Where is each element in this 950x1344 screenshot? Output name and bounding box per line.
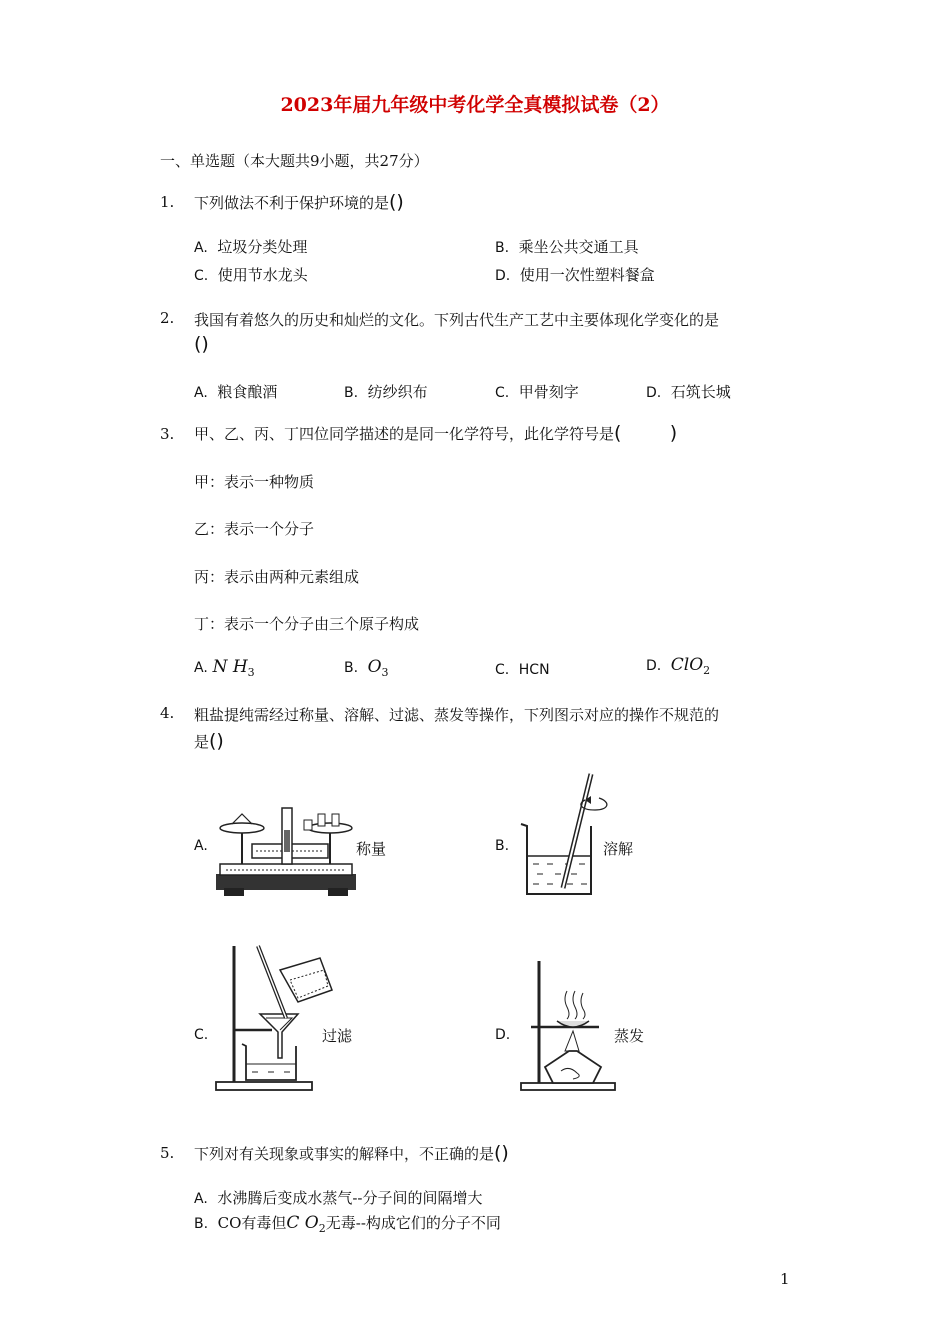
figure-d-caption: 蒸发 [614,1027,645,1045]
question-text [194,191,404,213]
option-text: 石筑长城 [670,383,731,401]
answer-blank: () [494,1142,509,1164]
option-label: D. [495,268,511,284]
option-text: 乘坐公共交通工具 [518,238,639,256]
formula-main: O [367,657,382,677]
figure-c-label: C. [194,1027,209,1043]
statement-jia: 甲：表示一种物质 [194,473,315,491]
option-label: B. [495,240,510,256]
option-d [495,264,655,285]
formula-main: N H [212,657,248,677]
option-text: HCN [518,662,550,678]
question-number: 2. [160,309,175,327]
option-c [495,660,550,678]
question-number: 4. [160,704,175,722]
statement-ding: 丁：表示一个分子由三个原子构成 [194,615,420,633]
page-number: 1 [780,1270,790,1288]
weight-3 [304,820,312,830]
option-label: D. [646,385,662,401]
weight-1 [318,814,325,826]
option-label: C. [194,268,209,284]
option-a [194,381,277,402]
flame [565,1031,579,1051]
option-a [194,236,307,257]
funnel [260,1014,298,1058]
question-stem: 我国有着悠久的历史和灿烂的文化。下列古代生产工艺中主要体现化学变化的是 [194,311,720,329]
option-label: A. [194,660,208,676]
option-a [194,1187,482,1208]
balance-foot-left [224,888,244,896]
question-stem: 甲、乙、丙、丁四位同学描述的是同一化学符号，此化学符号是 [194,425,615,443]
option-text-post: 无毒--构成它们的分子不同 [325,1214,501,1232]
statement-bing: 丙：表示由两种元素组成 [194,568,360,586]
stand-base [216,1082,312,1090]
option-text: 垃圾分类处理 [217,238,308,256]
answer-blank: () [209,730,224,752]
option-label: B. [344,660,359,676]
liquid-dashes [533,864,587,884]
answer-blank: () [194,333,209,355]
balance-pointer [284,830,290,852]
evaporation-figure [517,955,617,1092]
option-d [646,381,731,402]
balance-figure [212,800,362,900]
option-c [495,381,579,402]
option-label: D. [646,658,662,674]
option-label: C. [495,662,510,678]
question-number: 5. [160,1144,175,1162]
dissolve-figure [515,768,615,900]
figure-d-label: D. [495,1027,511,1043]
option-label: A. [194,240,208,256]
alcohol-lamp [545,1051,601,1083]
answer-blank: () [389,191,404,213]
option-label: C. [495,385,510,401]
receiving-beaker [242,1044,296,1080]
option-text: 纺纱织布 [367,383,428,401]
question-text [194,1142,509,1164]
option-label: A. [194,385,208,401]
question-stem-line2 [194,730,224,752]
section-heading: 一、单选题（本大题共9小题，共27分） [160,152,429,170]
option-b [495,236,639,257]
formula-main: ClO [670,655,704,675]
answer-blank: ( ) [614,422,678,444]
formula-subscript: 2 [703,664,711,677]
option-text: 使用一次性塑料餐盒 [519,266,655,284]
question-text [194,422,677,444]
question-stem: 下列做法不利于保护环境的是 [194,194,390,212]
figure-b-label: B. [495,838,510,854]
left-pan [220,823,264,833]
option-text-pre: CO有毒但 [217,1214,287,1232]
option-label: B. [344,385,359,401]
figure-c-caption: 过滤 [322,1027,353,1045]
option-b [194,1212,501,1235]
balance-foot-right [328,888,348,896]
option-label: A. [194,1191,208,1207]
page-title: 2023年届九年级中考化学全真模拟试卷（2） [280,94,670,116]
option-c [194,264,308,285]
figure-a-label: A. [194,838,208,854]
filtration-figure [212,940,336,1092]
option-text: 粮食酿酒 [217,383,278,401]
option-text: 甲骨刻字 [518,383,579,401]
statement-yi: 乙：表示一个分子 [194,520,315,538]
question-stem: 下列对有关现象或事实的解释中，不正确的是 [194,1145,495,1163]
formula-subscript: 2 [318,1222,326,1235]
question-stem: 粗盐提纯需经过称量、溶解、过滤、蒸发等操作，下列图示对应的操作不规范的 [194,706,720,724]
option-text: 使用节水龙头 [217,266,308,284]
question-stem-tail: 是 [194,733,210,751]
option-a [194,657,255,679]
option-label: B. [194,1216,209,1232]
formula-subscript: 3 [247,666,255,679]
vapor [565,991,569,1019]
right-pan [308,823,352,833]
figure-b-caption: 溶解 [603,840,634,858]
option-d [646,655,710,677]
pouring-beaker [280,958,332,1002]
stand-base [521,1083,615,1090]
formula-subscript: 3 [381,666,389,679]
figure-a-caption: 称量 [356,840,387,858]
beaker [521,824,591,894]
weight-2 [332,814,339,826]
question-number: 3. [160,425,175,443]
option-b [344,657,389,679]
formula-main: C O [286,1213,319,1233]
question-number: 1. [160,193,175,211]
balance-base [216,874,356,890]
option-text: 水沸腾后变成水蒸气--分子间的间隔增大 [217,1189,483,1207]
option-b [344,381,428,402]
